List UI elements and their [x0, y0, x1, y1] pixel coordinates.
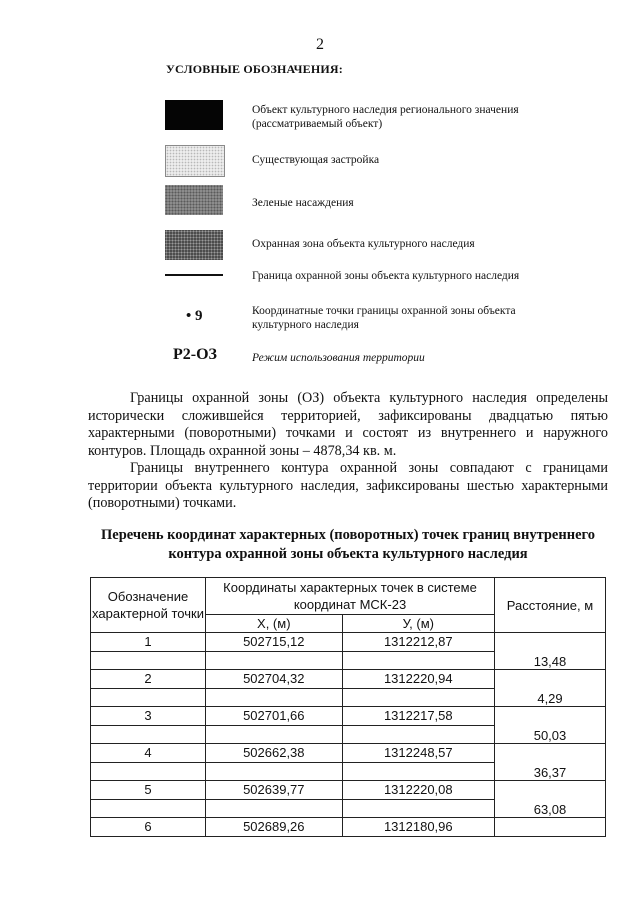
point-cell: 5 [91, 781, 206, 800]
y-cell: 1312220,08 [342, 781, 494, 800]
y-cell: 1312180,96 [342, 818, 494, 837]
distance-cell: 13,48 [495, 633, 606, 670]
point-cell: 2 [91, 670, 206, 689]
table-row [91, 781, 606, 800]
y-cell: 1312217,58 [342, 707, 494, 726]
header-y: У, (м) [342, 615, 494, 633]
legend-title: УСЛОВНЫЕ ОБОЗНАЧЕНИЯ: [166, 62, 343, 76]
paragraph-zone-description: Границы охранной зоны (ОЗ) объекта культурного наследия определены исторически сложившейся территорией, зафиксированы двадцатью пятью характерными (поворотными) точками и состоят из внутреннего и наружного контуров. Площадь охранной зоны – 4878,34 кв. м. [88, 390, 608, 459]
legend-text-zone-boundary: Граница охранной зоны объекта культурного наследия [252, 270, 520, 282]
y-cell: 1312248,57 [342, 744, 494, 763]
legend-symbol-coordinate-point: • 9 [186, 308, 203, 324]
header-distance: Расстояние, м [495, 578, 606, 633]
table-heading: Перечень координат характерных (поворотных) точек границ внутреннего контура охранной зоны объекта культурного наследия [101, 527, 595, 562]
x-cell: 502689,26 [206, 818, 343, 837]
legend-swatch-protection-zone [165, 230, 223, 260]
table-row [91, 633, 606, 652]
legend-text-protection-zone: Охранная зона объекта культурного наследия [252, 238, 475, 250]
distance-cell: 4,29 [495, 670, 606, 707]
table-row [91, 818, 606, 837]
x-cell: 502639,77 [206, 781, 343, 800]
legend-swatch-green-plantings [165, 185, 223, 215]
legend-text-green-plantings: Зеленые насаждения [252, 197, 354, 209]
header-coordinates: Координаты характерных точек в системе координат МСК-23 [206, 578, 495, 615]
coordinates-table [90, 577, 606, 837]
distance-cell: 50,03 [495, 707, 606, 744]
legend-swatch-existing-buildings [165, 145, 225, 177]
x-cell: 502662,38 [206, 744, 343, 763]
y-cell: 1312212,87 [342, 633, 494, 652]
distance-cell: 36,37 [495, 744, 606, 781]
x-cell: 502704,32 [206, 670, 343, 689]
distance-cell: 63,08 [495, 781, 606, 818]
table-row [91, 670, 606, 689]
page-number: 2 [316, 36, 324, 53]
y-cell: 1312220,94 [342, 670, 494, 689]
x-cell: 502701,66 [206, 707, 343, 726]
legend-symbol-zone-code: Р2-ОЗ [173, 346, 217, 363]
x-cell: 502715,12 [206, 633, 343, 652]
header-x: X, (м) [206, 615, 343, 633]
point-cell: 3 [91, 707, 206, 726]
legend-text-existing-buildings: Существующая застройка [252, 154, 380, 166]
legend-text-usage-regime: Режим использования территории [252, 352, 425, 364]
legend-text-heritage-object: Объект культурного наследия регионального значения (рассматриваемый объект) [252, 104, 519, 130]
table-row [91, 707, 606, 726]
legend-swatch-heritage-object [165, 100, 223, 130]
table-row [91, 744, 606, 763]
paragraph-inner-contour: Границы внутреннего контура охранной зоны совпадают с границами территории объекта культурного наследия, зафиксированы шестью характерными (поворотными) точками. [88, 460, 608, 511]
header-point: Обозначение характерной точки [91, 578, 206, 633]
point-cell: 6 [91, 818, 206, 837]
legend-line-zone-boundary [165, 274, 223, 276]
point-cell: 1 [91, 633, 206, 652]
legend-text-coordinate-points: Координатные точки границы охранной зоны объекта культурного наследия [252, 305, 516, 331]
point-cell: 4 [91, 744, 206, 763]
